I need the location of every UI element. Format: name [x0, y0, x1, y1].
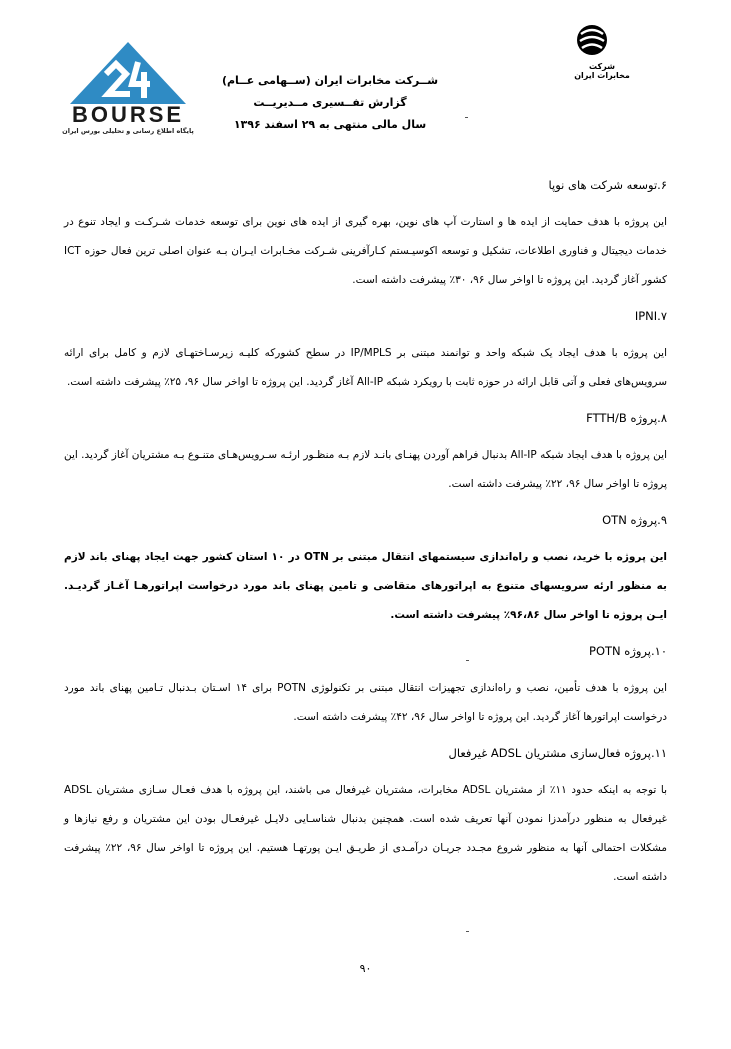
- report-title: گزارش تفــسیری مــدیریــت: [253, 96, 407, 109]
- section-paragraph: این پروژه با هدف ایجاد یک شبکه واحد و توانمند مبتنی بر IP/MPLS در سطح کشورکه کلیـه زیرسـاختهـای لازم و کامل برای ارائه سرویس‌های فعلی و آتی قابل ارائه در حوزه ثابت با رویکرد شبکه All-IP آغاز گردید. این پروژه تا اواخر سال ۹۶، ۲۵٪ پیشرفت داشته است.: [64, 347, 667, 388]
- section-heading: ۱۰.پروژه POTN: [589, 644, 667, 658]
- scan-mark: [466, 660, 469, 661]
- tci-emblem-icon: [572, 22, 632, 64]
- fiscal-year: سال مالی منتهی به ۲۹ اسفند ۱۳۹۶: [233, 118, 427, 131]
- company-name: شــرکت مخابرات ایران (ســهامی عــام): [221, 74, 439, 87]
- scan-mark: [465, 117, 468, 118]
- bourse-triangle-icon: [58, 38, 198, 108]
- section-paragraph: این پروژه با هدف حمایت از ایده ها و استارت آپ های نوین، بهره گیری از ایده های نوین برای توسعه خدمات شـرکـت و ایجاد تنوع در خدمات دیجیتال و فناوری اطلاعات، تشکیل و توسعه اکوسیـستم کـارآفرینی شـرکت مخـابرات ایـران بـه عنوان اصلی ترین فعال حوزه ICT کشور آغاز گردید. این پروژه تا اواخر سال ۹۶، ۳۰٪ پیشرفت داشته است.: [64, 216, 667, 286]
- document-body: [64, 176, 667, 904]
- tci-logo: [572, 22, 662, 80]
- section-paragraph: این پروژه با خرید، نصب و راه‌اندازی سیستمهای انتقال مبتنی بر OTN در ۱۰ استان کشور جهت ایجاد پهنای باند لازم به منظور ارئه سرویسهای متنوع به اپراتورهای متقاضی و تامین پهنای باند مورد درخواست اپراتورهـا آغـاز گردیـد. ایـن پروژه تا اواخر سال ۹۶،۸۶٪ پیشرفت داشته است.: [64, 551, 668, 621]
- section-heading: ۶.توسعه شرکت های نوپا: [548, 178, 667, 192]
- tci-logo-caption: شرکت مخابرات ایران: [574, 62, 630, 80]
- section-heading: ۱۱.پروژه فعال‌سازی مشتریان ADSL غیرفعال: [448, 746, 667, 760]
- bourse-wordmark: BOURSE: [71, 102, 185, 127]
- scan-mark: [466, 931, 469, 932]
- report-header: [200, 70, 460, 136]
- section-heading: ۹.پروژه OTN: [602, 513, 667, 527]
- section-paragraph: با توجه به اینکه حدود ۱۱٪ از مشتریان ADSL مخابرات، مشتریان غیرفعال می باشند، این پروژه با هدف فعـال سـازی مشتریان ADSL غیرفعال به منظور درآمدزا نمودن آنها تعریف شده است. همچنین بدنبال شناسـایی دلایـل غیرفعـال بودن این مشتریان و رفع نیازها و مشکلات احتمالی آنها به منظور شروع مجـدد جریـان درآمـدی از طریـق ایـن پورتهـا هستیم. این پروژه تا اواخر سال ۹۶، ۲۲٪ پیشرفت داشته است.: [64, 784, 668, 883]
- bourse-logo: [58, 38, 198, 148]
- section-paragraph: این پروژه با هدف ایجاد شبکه All-IP بدنبال فراهم آوردن پهنـای بانـد لازم بـه منظـور ارئـه سـرویس‌هـای متنـوع بـه مشتریان آغاز گردید. این پروژه تا اواخر سال ۹۶، ۲۲٪ پیشرفت داشته است.: [64, 449, 667, 490]
- section-paragraph: این پروژه با هدف تأمین، نصب و راه‌اندازی تجهیزات انتقال مبتنی بر تکنولوژی POTN برای ۱۴ اسـتان بـدنبال تـامین پهنای باند مورد درخواست اپراتورها آغاز گردید. این پروژه تا اواخر سال ۹۶، ۴۲٪ پیشرفت داشته است.: [64, 682, 667, 723]
- page-number: ۹۰: [359, 962, 372, 975]
- section-heading: ۸.پروژه FTTH/B: [586, 411, 667, 425]
- section-heading: ۷.IPNI: [634, 309, 667, 323]
- bourse-tagline: پایگاه اطلاع رسانی و تحلیلی بورس ایران: [62, 127, 194, 135]
